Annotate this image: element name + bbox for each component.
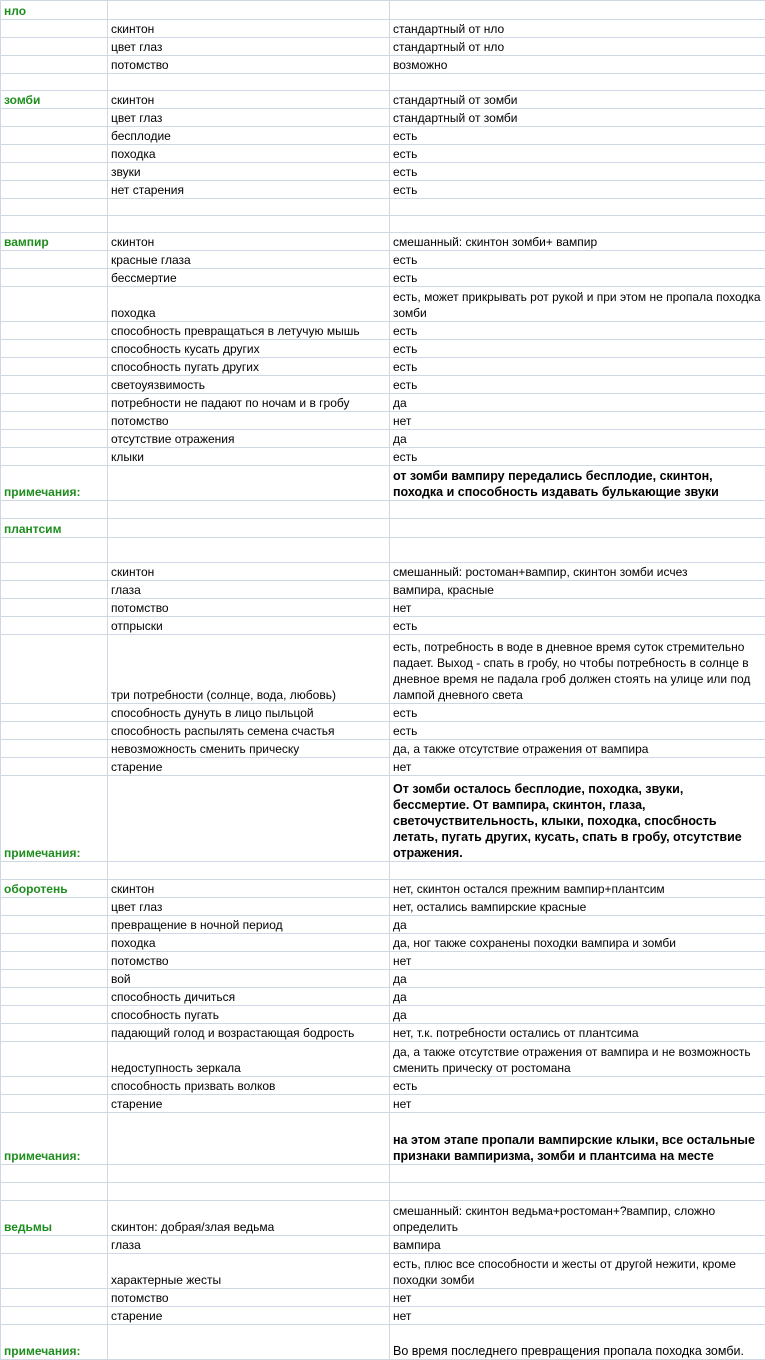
cell-value[interactable] — [390, 538, 765, 563]
notes-cell[interactable]: на этом этапе пропали вампирские клыки, все остальные признаки вампиризма, зомби и плантсима на месте — [390, 1113, 765, 1165]
cell-property[interactable]: способность распылять семена счастья — [108, 722, 390, 740]
cell-property[interactable]: отсутствие отражения — [108, 430, 390, 448]
table-row — [1, 1254, 765, 1289]
cell-property[interactable] — [108, 862, 390, 880]
cell-value[interactable]: нет — [390, 412, 765, 430]
cell-value[interactable]: есть — [390, 251, 765, 269]
cell-value[interactable]: смешанный: ростоман+вампир, скинтон зомби исчез — [390, 563, 765, 581]
table-row — [1, 1077, 765, 1095]
table-row — [1, 56, 765, 74]
table-row — [1, 880, 765, 898]
cell-col-a[interactable] — [1, 704, 108, 722]
table-row — [1, 145, 765, 163]
cell-value[interactable]: есть — [390, 617, 765, 635]
cell-property[interactable]: отпрыски — [108, 617, 390, 635]
cell-col-a[interactable] — [1, 56, 108, 74]
table-row — [1, 1289, 765, 1307]
cell-value[interactable] — [390, 501, 765, 519]
table-row — [1, 519, 765, 538]
cell-value[interactable]: да — [390, 1006, 765, 1024]
table-row — [1, 970, 765, 988]
cell-col-a[interactable] — [1, 181, 108, 199]
cell-value[interactable]: нет — [390, 1307, 765, 1325]
table-row — [1, 1236, 765, 1254]
cell-value[interactable] — [390, 1165, 765, 1183]
cell-value[interactable] — [390, 199, 765, 216]
cell-property[interactable] — [108, 1325, 390, 1360]
cell-property[interactable]: потребности не падают по ночам и в гробу — [108, 394, 390, 412]
section-title-cell[interactable]: плантсим — [1, 519, 108, 538]
cell-col-a[interactable] — [1, 1289, 108, 1307]
table-row — [1, 269, 765, 287]
table-row — [1, 109, 765, 127]
cell-col-a[interactable] — [1, 376, 108, 394]
cell-value[interactable]: нет, остались вампирские красные — [390, 898, 765, 916]
table-row — [1, 916, 765, 934]
cell-property[interactable]: способность дичиться — [108, 988, 390, 1006]
table-row — [1, 1307, 765, 1325]
cell-property[interactable] — [108, 1, 390, 20]
cell-col-a[interactable] — [1, 1165, 108, 1183]
cell-value[interactable]: есть — [390, 1077, 765, 1095]
cell-property[interactable] — [108, 776, 390, 862]
table-row — [1, 952, 765, 970]
cell-col-a[interactable] — [1, 1183, 108, 1201]
cell-property[interactable]: потомство — [108, 1289, 390, 1307]
cell-value[interactable]: есть — [390, 127, 765, 145]
cell-value[interactable]: смешанный: скинтон зомби+ вампир — [390, 233, 765, 251]
cell-col-a[interactable] — [1, 916, 108, 934]
table-row — [1, 722, 765, 740]
cell-property[interactable]: падающий голод и возрастающая бодрость — [108, 1024, 390, 1042]
table-row — [1, 776, 765, 862]
cell-property[interactable]: скинтон — [108, 91, 390, 109]
cell-property[interactable] — [108, 466, 390, 501]
notes-label-cell[interactable]: примечания: — [1, 1325, 108, 1360]
cell-property[interactable]: недоступность зеркала — [108, 1042, 390, 1077]
table-row — [1, 1, 765, 20]
cell-value[interactable]: есть, может прикрывать рот рукой и при этом не пропала походка зомби — [390, 287, 765, 322]
table-row — [1, 448, 765, 466]
cell-col-a[interactable] — [1, 1236, 108, 1254]
table-row — [1, 1201, 765, 1236]
cell-value[interactable]: есть — [390, 269, 765, 287]
cell-col-a[interactable] — [1, 758, 108, 776]
cell-property[interactable] — [108, 74, 390, 91]
cell-property[interactable] — [108, 1165, 390, 1183]
cell-value[interactable]: вампира, красные — [390, 581, 765, 599]
cell-property[interactable]: скинтон — [108, 20, 390, 38]
section-title-cell[interactable]: оборотень — [1, 880, 108, 898]
cell-property[interactable]: потомство — [108, 412, 390, 430]
cell-property[interactable]: способность превращаться в летучую мышь — [108, 322, 390, 340]
cell-col-a[interactable] — [1, 322, 108, 340]
table-row — [1, 38, 765, 56]
cell-value[interactable]: да, а также отсутствие отражения от вампира и не возможность сменить прическу от ростомана — [390, 1042, 765, 1077]
cell-value[interactable]: возможно — [390, 56, 765, 74]
cell-col-a[interactable] — [1, 501, 108, 519]
table-row — [1, 563, 765, 581]
table-row — [1, 340, 765, 358]
cell-value[interactable] — [390, 862, 765, 880]
cell-col-a[interactable] — [1, 988, 108, 1006]
notes-cell[interactable]: От зомби осталось бесплодие, походка, звуки, бессмертие. От вампира, скинтон, глаза, светочуствительность, клыки, походка, спосбность летать, пугать других, кусать, спать в гробу, отсутствие отражения. — [390, 776, 765, 862]
cell-value[interactable]: есть — [390, 448, 765, 466]
cell-value[interactable]: нет — [390, 1095, 765, 1113]
cell-col-a[interactable] — [1, 340, 108, 358]
cell-property[interactable]: потомство — [108, 599, 390, 617]
cell-col-a[interactable] — [1, 563, 108, 581]
section-title-cell[interactable]: вампир — [1, 233, 108, 251]
cell-col-a[interactable] — [1, 394, 108, 412]
cell-property[interactable]: характерные жесты — [108, 1254, 390, 1289]
cell-value[interactable]: есть — [390, 163, 765, 181]
cell-value[interactable]: стандартный от зомби — [390, 91, 765, 109]
cell-value[interactable]: нет — [390, 952, 765, 970]
cell-property[interactable] — [108, 519, 390, 538]
cell-col-a[interactable] — [1, 599, 108, 617]
cell-col-a[interactable] — [1, 145, 108, 163]
cell-value[interactable]: нет — [390, 758, 765, 776]
cell-property[interactable]: старение — [108, 758, 390, 776]
cell-property[interactable]: способность кусать других — [108, 340, 390, 358]
table-row — [1, 430, 765, 448]
cell-property[interactable]: походка — [108, 287, 390, 322]
cell-value[interactable]: есть — [390, 722, 765, 740]
cell-property[interactable]: цвет глаз — [108, 898, 390, 916]
table-row — [1, 862, 765, 880]
cell-col-a[interactable] — [1, 358, 108, 376]
cell-value[interactable]: да — [390, 970, 765, 988]
table-row — [1, 704, 765, 722]
cell-property[interactable]: три потребности (солнце, вода, любовь) — [108, 635, 390, 704]
cell-property[interactable]: клыки — [108, 448, 390, 466]
cell-value[interactable]: стандартный от зомби — [390, 109, 765, 127]
table-row — [1, 287, 765, 322]
cell-col-a[interactable] — [1, 934, 108, 952]
cell-property[interactable]: звуки — [108, 163, 390, 181]
notes-label-cell[interactable]: примечания: — [1, 1113, 108, 1165]
cell-col-a[interactable] — [1, 1077, 108, 1095]
table-row — [1, 20, 765, 38]
table-row — [1, 1113, 765, 1165]
cell-value[interactable]: вампира — [390, 1236, 765, 1254]
cell-value[interactable]: есть, плюс все способности и жесты от другой нежити, кроме походки зомби — [390, 1254, 765, 1289]
cell-property[interactable]: скинтон: добрая/злая ведьма — [108, 1201, 390, 1236]
cell-col-a[interactable] — [1, 412, 108, 430]
cell-col-a[interactable] — [1, 1254, 108, 1289]
table-row — [1, 376, 765, 394]
table-row — [1, 934, 765, 952]
cell-property[interactable]: бесплодие — [108, 127, 390, 145]
cell-property[interactable]: вой — [108, 970, 390, 988]
cell-value[interactable]: нет — [390, 1289, 765, 1307]
cell-value[interactable]: есть — [390, 340, 765, 358]
table-row — [1, 758, 765, 776]
cell-value[interactable]: есть — [390, 704, 765, 722]
cell-col-a[interactable] — [1, 952, 108, 970]
table-row — [1, 74, 765, 91]
table-row — [1, 163, 765, 181]
notes-label-cell[interactable]: примечания: — [1, 466, 108, 501]
cell-col-a[interactable] — [1, 1307, 108, 1325]
cell-col-a[interactable] — [1, 970, 108, 988]
cell-property[interactable] — [108, 1183, 390, 1201]
cell-value[interactable] — [390, 1, 765, 20]
notes-label-cell[interactable]: примечания: — [1, 776, 108, 862]
cell-property[interactable]: бессмертие — [108, 269, 390, 287]
cell-col-a[interactable] — [1, 216, 108, 233]
cell-property[interactable]: скинтон — [108, 563, 390, 581]
table-row — [1, 466, 765, 501]
table-row — [1, 740, 765, 758]
cell-col-a[interactable] — [1, 617, 108, 635]
cell-value[interactable]: да, а также отсутствие отражения от вампира — [390, 740, 765, 758]
cell-property[interactable]: потомство — [108, 56, 390, 74]
cell-property[interactable]: способность дунуть в лицо пыльцой — [108, 704, 390, 722]
cell-col-a[interactable] — [1, 287, 108, 322]
cell-property[interactable] — [108, 1113, 390, 1165]
cell-col-a[interactable] — [1, 898, 108, 916]
cell-property[interactable]: походка — [108, 145, 390, 163]
table-row — [1, 181, 765, 199]
section-title-cell[interactable]: ведьмы — [1, 1201, 108, 1236]
table-row — [1, 216, 765, 233]
cell-property[interactable]: светоуязвимость — [108, 376, 390, 394]
table-row — [1, 1095, 765, 1113]
cell-value[interactable]: есть — [390, 145, 765, 163]
cell-value[interactable]: есть — [390, 376, 765, 394]
table-row — [1, 581, 765, 599]
cell-property[interactable]: скинтон — [108, 233, 390, 251]
table-row — [1, 501, 765, 519]
cell-property[interactable] — [108, 199, 390, 216]
cell-property[interactable] — [108, 501, 390, 519]
cell-value[interactable]: да — [390, 916, 765, 934]
cell-value[interactable] — [390, 1183, 765, 1201]
cell-property[interactable]: способность пугать — [108, 1006, 390, 1024]
table-row — [1, 599, 765, 617]
cell-col-a[interactable] — [1, 251, 108, 269]
cell-property[interactable]: превращение в ночной период — [108, 916, 390, 934]
cell-value[interactable]: нет, т.к. потребности остались от плантсима — [390, 1024, 765, 1042]
cell-col-a[interactable] — [1, 1042, 108, 1077]
cell-property[interactable] — [108, 216, 390, 233]
cell-col-a[interactable] — [1, 538, 108, 563]
cell-col-a[interactable] — [1, 1024, 108, 1042]
cell-col-a[interactable] — [1, 581, 108, 599]
table-row — [1, 233, 765, 251]
cell-value[interactable]: нет, скинтон остался прежним вампир+плантсим — [390, 880, 765, 898]
cell-col-a[interactable] — [1, 862, 108, 880]
cell-col-a[interactable] — [1, 430, 108, 448]
table-row — [1, 538, 765, 563]
cell-value[interactable]: есть, потребность в воде в дневное время суток стремительно падает. Выход - спать в гробу, но чтобы потребность в солнце в дневное время не падала гроб должен стоять на улице или под лампой дневного света — [390, 635, 765, 704]
table-row — [1, 635, 765, 704]
cell-value[interactable]: нет — [390, 599, 765, 617]
cell-value[interactable] — [390, 216, 765, 233]
cell-property[interactable]: походка — [108, 934, 390, 952]
cell-value[interactable]: есть — [390, 322, 765, 340]
cell-col-a[interactable] — [1, 109, 108, 127]
table-row — [1, 1183, 765, 1201]
cell-col-a[interactable] — [1, 38, 108, 56]
table-row — [1, 127, 765, 145]
cell-value[interactable]: смешанный: скинтон ведьма+ростоман+?вампир, сложно определить — [390, 1201, 765, 1236]
cell-value[interactable] — [390, 74, 765, 91]
cell-property[interactable]: невозможность сменить прическу — [108, 740, 390, 758]
cell-col-a[interactable] — [1, 1006, 108, 1024]
table-row — [1, 898, 765, 916]
table-row — [1, 358, 765, 376]
cell-property[interactable]: красные глаза — [108, 251, 390, 269]
cell-col-a[interactable] — [1, 74, 108, 91]
table-row — [1, 91, 765, 109]
table-row — [1, 1165, 765, 1183]
cell-property[interactable]: цвет глаз — [108, 109, 390, 127]
cell-property[interactable] — [108, 538, 390, 563]
cell-value[interactable]: стандартный от нло — [390, 38, 765, 56]
notes-cell[interactable]: от зомби вампиру передались бесплодие, скинтон, походка и способность издавать булькающие звуки — [390, 466, 765, 501]
cell-property[interactable]: способность призвать волков — [108, 1077, 390, 1095]
table-row — [1, 199, 765, 216]
cell-property[interactable]: потомство — [108, 952, 390, 970]
cell-property[interactable]: глаза — [108, 581, 390, 599]
table-row — [1, 1325, 765, 1360]
table-row — [1, 988, 765, 1006]
table-row — [1, 322, 765, 340]
cell-value[interactable]: стандартный от нло — [390, 20, 765, 38]
table-row — [1, 1024, 765, 1042]
table-row — [1, 251, 765, 269]
cell-value[interactable]: есть — [390, 358, 765, 376]
cell-col-a[interactable] — [1, 740, 108, 758]
cell-col-a[interactable] — [1, 635, 108, 704]
cell-property[interactable]: цвет глаз — [108, 38, 390, 56]
cell-value[interactable]: есть — [390, 181, 765, 199]
cell-value[interactable]: да — [390, 394, 765, 412]
cell-value[interactable]: да, ног также сохранены походки вампира и зомби — [390, 934, 765, 952]
cell-col-a[interactable] — [1, 722, 108, 740]
cell-property[interactable]: старение — [108, 1307, 390, 1325]
cell-property[interactable]: старение — [108, 1095, 390, 1113]
cell-property[interactable]: способность пугать других — [108, 358, 390, 376]
table-row — [1, 394, 765, 412]
section-title-cell[interactable]: нло — [1, 1, 108, 20]
cell-col-a[interactable] — [1, 448, 108, 466]
cell-value[interactable]: да — [390, 430, 765, 448]
cell-property[interactable]: глаза — [108, 1236, 390, 1254]
cell-col-a[interactable] — [1, 199, 108, 216]
section-title-cell[interactable]: зомби — [1, 91, 108, 109]
table-row — [1, 1006, 765, 1024]
table-row — [1, 412, 765, 430]
cell-col-a[interactable] — [1, 20, 108, 38]
cell-col-a[interactable] — [1, 127, 108, 145]
cell-col-a[interactable] — [1, 269, 108, 287]
cell-property[interactable]: скинтон — [108, 880, 390, 898]
cell-col-a[interactable] — [1, 1095, 108, 1113]
cell-value[interactable]: да — [390, 988, 765, 1006]
cell-property[interactable]: нет старения — [108, 181, 390, 199]
cell-value[interactable] — [390, 519, 765, 538]
cell-value[interactable]: Во время последнего превращения пропала походка зомби. — [390, 1325, 765, 1360]
cell-col-a[interactable] — [1, 163, 108, 181]
sheet-body — [1, 1, 765, 1360]
table-row — [1, 1042, 765, 1077]
table-row — [1, 617, 765, 635]
